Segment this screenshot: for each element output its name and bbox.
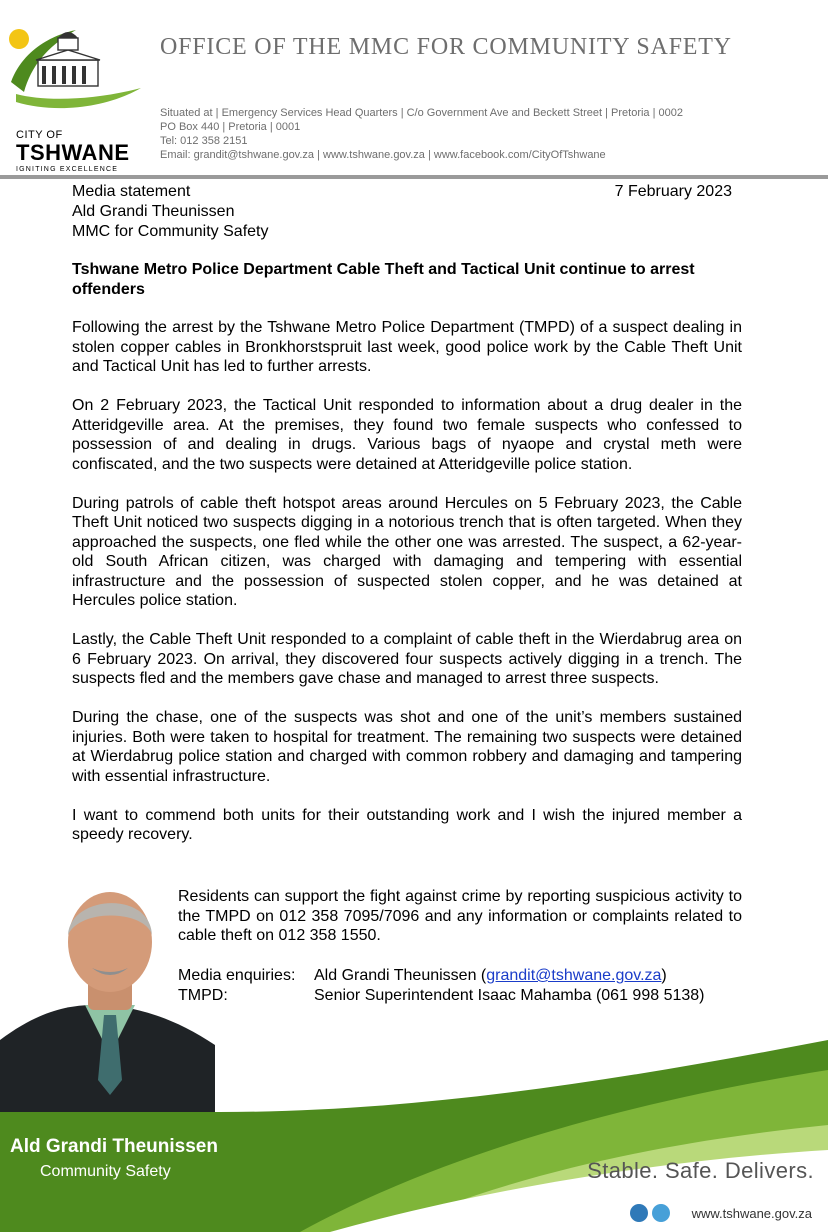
tmpd-row xyxy=(178,986,704,1006)
city-hall-emblem-icon xyxy=(6,22,146,112)
media-contact-name: Ald Grandi Theunissen ( xyxy=(314,967,487,984)
tmpd-label: TMPD: xyxy=(178,987,228,1004)
footer-slogan: Stable. Safe. Delivers. xyxy=(587,1158,814,1183)
media-contact-suffix: ) xyxy=(661,967,667,984)
footer-website[interactable]: www.tshwane.gov.za xyxy=(691,1206,812,1221)
media-enquiries-label: Media enquiries: xyxy=(178,967,296,984)
address-line: Situated at | Emergency Services Head Quarters | C/o Government Ave and Beckett Street | Pretoria | 0002 xyxy=(160,107,683,119)
body-paragraph: Following the arrest by the Tshwane Metro Police Department (TMPD) of a suspect dealing in stolen copper cables in Bronkhorstspruit last week, good police work by the Cable Theft Unit and Tactical Unit has led to further arrests. xyxy=(72,319,742,375)
address-line: Tel: 012 358 2151 xyxy=(160,135,248,147)
body-paragraph: During the chase, one of the suspects was shot and one of the unit’s members sustained injuries. Both were taken to hospital for treatment. The remaining two suspects were detained at Wierdabrug police station and charged with common robbery and damaging and tampering with essential infrastructure. xyxy=(72,709,742,785)
office-title: OFFICE OF THE MMC FOR COMMUNITY SAFETY xyxy=(160,34,732,60)
logo-city-of: CITY OF xyxy=(16,129,63,141)
footer-mmc-role: Community Safety xyxy=(40,1163,171,1180)
statement-body xyxy=(72,260,742,864)
body-paragraph: Lastly, the Cable Theft Unit responded to a complaint of cable theft in the Wierdabrug area on 6 February 2023. On arrival, they discovered four suspects actively digging in a trench. The suspects fled and the members gave chase and managed to arrest three suspects. xyxy=(72,631,742,687)
footer-mmc-name: Ald Grandi Theunissen xyxy=(10,1136,218,1157)
media-enquiries-row xyxy=(178,966,704,986)
header-divider xyxy=(0,175,828,179)
statement-author: Ald Grandi Theunissen xyxy=(72,203,235,220)
social-icons xyxy=(630,1204,670,1222)
letterhead xyxy=(0,0,828,180)
statement-type: Media statement xyxy=(72,183,191,200)
statement-meta xyxy=(72,182,268,242)
city-of-tshwane-logo xyxy=(6,22,146,173)
address-line: PO Box 440 | Pretoria | 0001 xyxy=(160,121,301,133)
tmpd-value: Senior Superintendent Isaac Mahamba (061 998 5138) xyxy=(314,987,705,1004)
logo-tshwane: TSHWANE xyxy=(16,140,130,165)
address-line: Email: grandit@tshwane.gov.za | www.tshwane.gov.za | www.facebook.com/CityOfTshwane xyxy=(160,149,606,161)
media-email-link[interactable]: grandit@tshwane.gov.za xyxy=(486,967,662,984)
body-paragraph: I want to commend both units for their outstanding work and I wish the injured member a speedy recovery. xyxy=(72,806,742,843)
body-paragraph: On 2 February 2023, the Tactical Unit responded to information about a drug dealer in the Atteridgeville area. At the premises, they found two female suspects who confessed to possession of and dealing in drugs. Various bags of nyaope and crystal meth were confiscated, and the two suspects were detained at Atteridgeville police station. xyxy=(72,397,742,473)
contacts-block xyxy=(178,966,704,1006)
support-paragraph: Residents can support the fight against crime by reporting suspicious activity to the TMPD on 012 358 7095/7096 and any information or complaints related to cable theft on 012 358 1550. xyxy=(178,888,742,944)
twitter-icon[interactable] xyxy=(652,1204,670,1222)
headline: Tshwane Metro Police Department Cable Theft and Tactical Unit continue to arrest offenders xyxy=(72,261,695,298)
address-block xyxy=(160,106,683,162)
statement-author-role: MMC for Community Safety xyxy=(72,223,269,240)
logo-tagline: IGNITING EXCELLENCE xyxy=(16,166,119,173)
statement-date: 7 February 2023 xyxy=(614,183,732,200)
media-enquiries-value xyxy=(314,966,667,986)
facebook-icon[interactable] xyxy=(630,1204,648,1222)
body-paragraph: During patrols of cable theft hotspot areas around Hercules on 5 February 2023, the Cable Theft Unit noticed two suspects digging in a notorious trench that is often targeted. When they approached the suspects, one fled while the other one was arrested. The suspect, a 62-year-old South African citizen, was charged with damaging and tempering with essential infrastructure and the possession of suspected stolen copper, and he was detained at Hercules police station. xyxy=(72,494,742,609)
logo-wordmark xyxy=(16,130,130,173)
